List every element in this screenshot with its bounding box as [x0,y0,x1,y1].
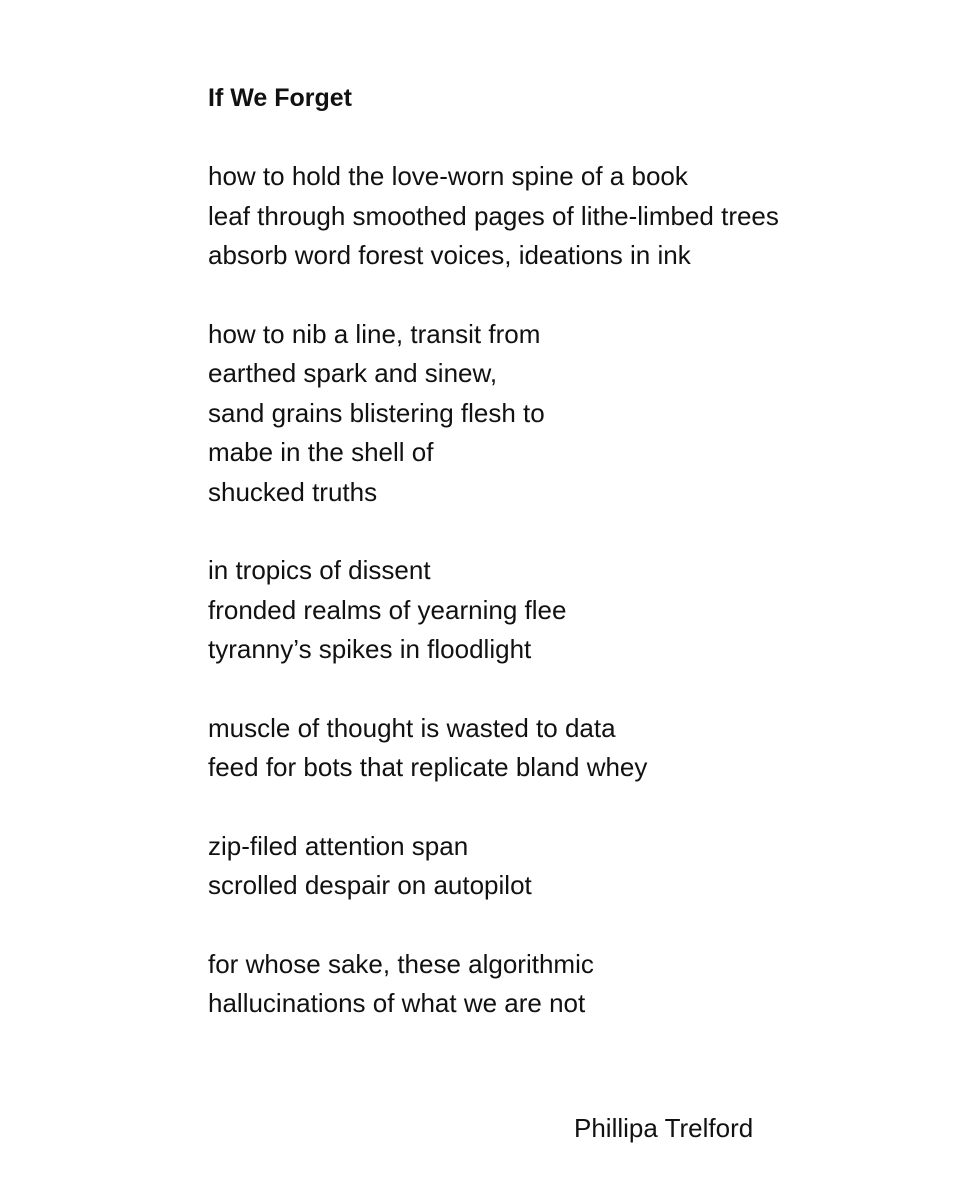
poem-line: hallucinations of what we are not [208,988,586,1018]
poem-line: muscle of thought is wasted to data [208,712,616,743]
stanza-5 [208,827,928,906]
poem-line: earthed spark and sinew, [208,358,498,388]
poem-line: leaf through smoothed pages of lithe-limbed trees [208,200,779,231]
poem-line: tyranny’s spikes in floodlight [208,634,532,664]
stanza-3 [208,551,928,670]
stanza-4 [208,709,928,788]
poem-line: in tropics of dissent [208,555,431,585]
stanza-2 [208,315,928,513]
poem-line: sand grains blistering flesh to [208,397,545,428]
poem-line: zip-filed attention span [208,830,469,861]
poem-line: for whose sake, these algorithmic [208,948,594,979]
poem-line: shucked truths [208,476,378,507]
poem-line: mabe in the shell of [208,437,434,467]
poem [208,78,928,1063]
stanza-6 [208,945,928,1024]
poem-line: fronded realms of yearning flee [208,594,567,625]
poem-line: how to hold the love-worn spine of a book [208,161,688,191]
poem-title: If We Forget [208,84,352,112]
poem-line: scrolled despair on autopilot [208,870,532,900]
stanza-1 [208,157,928,276]
poem-line: absorb word forest voices, ideations in ink [208,240,691,270]
author-signature: Phillipa Trelford [574,1113,754,1143]
poem-line: feed for bots that replicate bland whey [208,752,648,782]
poem-line: how to nib a line, transit from [208,318,541,349]
